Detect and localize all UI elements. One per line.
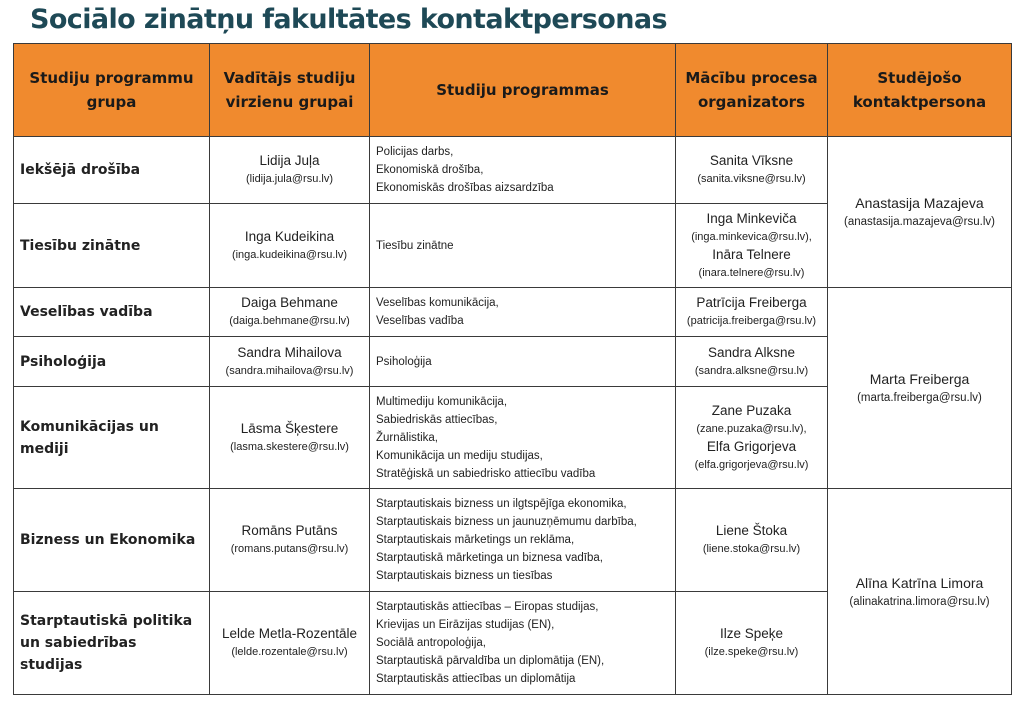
organizer-name: Inga Minkeviča (706, 210, 797, 226)
organizer-email: (elfa.grigorjeva@rsu.lv) (694, 458, 809, 471)
organizer-cell (676, 337, 828, 387)
director-email: (daiga.behmane@rsu.lv) (229, 315, 350, 327)
director-cell (210, 204, 370, 288)
director-name: Daiga Behmane (241, 295, 338, 310)
program-item: Starptautiskā mārketinga un biznesa vadība, (376, 552, 603, 564)
student-contact-cell (828, 288, 1012, 489)
header-row (14, 44, 1012, 137)
director-email: (lidija.jula@rsu.lv) (246, 173, 333, 185)
program-item: Sociālā antropoloģija, (376, 637, 486, 649)
program-item: Policijas darbs, (376, 146, 454, 158)
program-item: Sabiedriskās attiecības, (376, 413, 498, 426)
program-item: Veselības vadība (376, 315, 464, 327)
student-contact-name: Anastasija Mazajeva (855, 195, 984, 211)
director-name: Sandra Mihailova (237, 344, 342, 360)
organizer-email: (patricija.freiberga@rsu.lv) (686, 315, 817, 327)
organizer-name: Sanita Vīksne (709, 153, 794, 168)
group-cell: Psiholoģija (14, 337, 210, 387)
program-item: Starptautiskās attiecības – Eiropas studijas, (376, 601, 599, 613)
program-item: Starptautiskās attiecības un diplomātija (376, 673, 576, 685)
organizer-name: Zane Puzaka (711, 402, 792, 418)
organizer-email: (sandra.alksne@rsu.lv) (694, 364, 809, 377)
program-item: Ekonomiskā drošība, (376, 164, 484, 176)
director-cell (210, 137, 370, 204)
organizer-name: Ināra Telnere (712, 246, 791, 262)
program-item: Starptautiskais bizness un jaunuzņēmumu darbība, (376, 516, 637, 528)
organizer-email: (inga.minkevica@rsu.lv), (691, 230, 812, 243)
program-item: Starptautiskais bizness un ilgtspējīga ekonomika, (376, 498, 627, 510)
table-row (14, 137, 1012, 204)
program-item: Stratēģiskā un sabiedrisko attiecību vadība (376, 467, 596, 480)
student-contact-email: (anastasija.mazajeva@rsu.lv) (843, 216, 995, 228)
programs-cell (370, 137, 676, 204)
director-cell (210, 288, 370, 337)
header-organizers: Mācību procesa organizators (676, 44, 828, 137)
organizer-name: Elfa Grigorjeva (706, 438, 797, 454)
organizer-email: (sanita.viksne@rsu.lv) (697, 173, 806, 185)
table-row (14, 288, 1012, 337)
student-contact-name: Marta Freiberga (869, 371, 970, 387)
program-item: Psiholoģija (376, 355, 432, 368)
program-item: Tiesību zinātne (376, 239, 454, 252)
director-email: (romans.putans@rsu.lv) (230, 543, 349, 555)
group-cell: Starptautiskā politika un sabiedrības studijas (14, 592, 210, 695)
programs-cell (370, 592, 676, 695)
table-row (14, 489, 1012, 592)
group-cell: Iekšējā drošība (14, 137, 210, 204)
organizer-name: Patrīcija Freiberga (696, 295, 807, 310)
student-contact-cell (828, 137, 1012, 288)
programs-cell (370, 204, 676, 288)
director-cell (210, 387, 370, 489)
director-cell (210, 337, 370, 387)
header-programs: Studiju programmas (370, 44, 676, 137)
programs-cell (370, 288, 676, 337)
group-cell: Komunikācijas un mediji (14, 387, 210, 489)
organizer-cell (676, 592, 828, 695)
organizer-cell (676, 288, 828, 337)
organizer-cell (676, 387, 828, 489)
group-cell: Bizness un Ekonomika (14, 489, 210, 592)
program-item: Žurnālistika, (376, 431, 438, 444)
director-name: Romāns Putāns (241, 523, 338, 538)
group-cell: Veselības vadība (14, 288, 210, 337)
header-director: Vadītājs studiju virzienu grupai (210, 44, 370, 137)
director-name: Lelde Metla-Rozentāle (221, 626, 358, 641)
organizer-name: Liene Štoka (715, 523, 788, 538)
contacts-table (13, 43, 1012, 695)
program-item: Krievijas un Eirāzijas studijas (EN), (376, 619, 555, 631)
organizer-cell (676, 204, 828, 288)
program-item: Starptautiskais mārketings un reklāma, (376, 534, 575, 546)
group-cell: Tiesību zinātne (14, 204, 210, 288)
program-item: Starptautiskais bizness un tiesības (376, 570, 553, 582)
header-group: Studiju programmu grupa (14, 44, 210, 137)
program-item: Komunikācija un mediju studijas, (376, 449, 543, 462)
director-email: (inga.kudeikina@rsu.lv) (231, 248, 348, 261)
program-item: Multimediju komunikācija, (376, 395, 508, 408)
header-student-contact: Studējošo kontaktpersona (828, 44, 1012, 137)
student-contact-name: Alīna Katrīna Limora (855, 574, 984, 591)
organizer-name: Ilze Speķe (719, 626, 784, 641)
organizer-email: (inara.telnere@rsu.lv) (698, 266, 805, 279)
director-cell (210, 489, 370, 592)
student-contact-email: (marta.freiberga@rsu.lv) (857, 392, 982, 404)
organizer-cell (676, 137, 828, 204)
director-email: (lelde.rozentale@rsu.lv) (231, 646, 348, 658)
director-name: Lidija Juļa (259, 153, 320, 168)
organizer-email: (liene.stoka@rsu.lv) (702, 543, 801, 555)
director-name: Lāsma Šķestere (240, 420, 339, 436)
program-item: Ekonomiskās drošības aizsardzība (376, 182, 554, 194)
organizer-email: (ilze.speke@rsu.lv) (704, 646, 799, 658)
program-item: Starptautiskā pārvaldība un diplomātija (EN), (376, 655, 605, 667)
student-contact-cell (828, 489, 1012, 695)
programs-cell (370, 489, 676, 592)
programs-cell (370, 337, 676, 387)
director-cell (210, 592, 370, 695)
director-email: (lasma.skestere@rsu.lv) (230, 440, 349, 453)
program-item: Veselības komunikācija, (376, 297, 499, 309)
student-contact-email: (alinakatrina.limora@rsu.lv) (849, 595, 990, 608)
organizer-cell (676, 489, 828, 592)
director-name: Inga Kudeikina (244, 228, 335, 244)
page-title: Sociālo zinātņu fakultātes kontaktpersonas (30, 4, 667, 35)
organizer-name: Sandra Alksne (707, 344, 796, 360)
director-email: (sandra.mihailova@rsu.lv) (225, 364, 354, 377)
organizer-email: (zane.puzaka@rsu.lv), (696, 422, 807, 435)
programs-cell (370, 387, 676, 489)
